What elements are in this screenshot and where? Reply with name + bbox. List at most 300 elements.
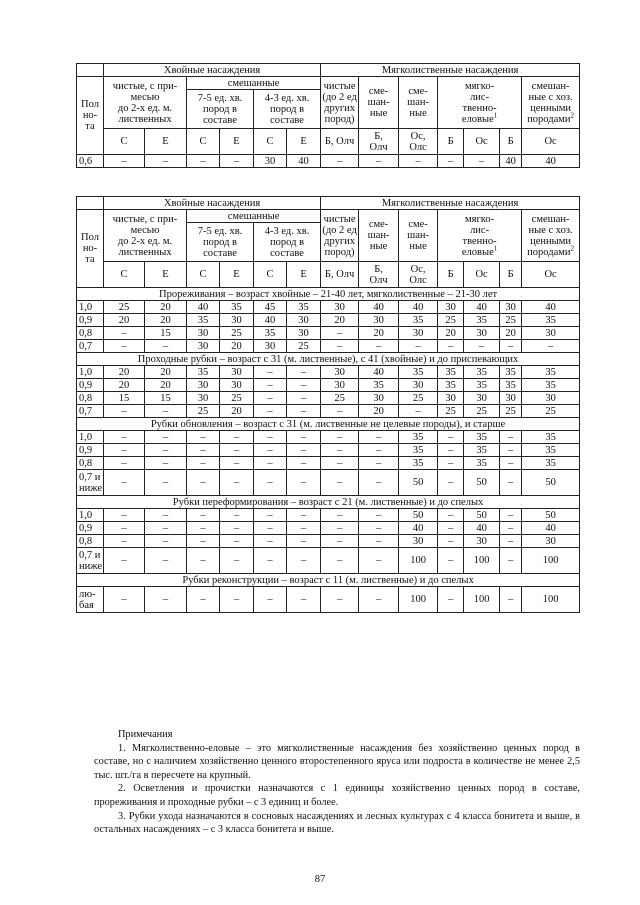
value-cell: – (500, 535, 522, 548)
header-pure-with-mix: чистые, с при- месью до 2-х ед. м. лиственных (104, 77, 187, 129)
header-mixed-b: сме- шан- ные (399, 77, 438, 129)
value-cell: – (321, 340, 359, 353)
table-1 (76, 63, 580, 168)
value-cell: – (438, 522, 464, 535)
density-cell: лю- бая (77, 587, 104, 613)
species-11: Ос (464, 262, 500, 288)
species-6: Е (287, 262, 321, 288)
value-cell: – (287, 366, 321, 379)
value-cell: – (145, 457, 187, 470)
value-cell: – (359, 444, 399, 457)
value-cell: – (287, 587, 321, 613)
section-title-4: Рубки переформирования – возраст с 21 (м. лиственные) и до спелых (77, 496, 580, 509)
value-cell: – (500, 522, 522, 535)
value-cell: 25 (522, 405, 580, 418)
value-cell: – (438, 535, 464, 548)
density-cell: 0,9 (77, 314, 104, 327)
density-cell: 0,8 (77, 535, 104, 548)
header-mix-75: 7-5 ед. хв. пород в составе (187, 223, 254, 262)
header-mixed-a: сме- шан- ные (359, 210, 399, 262)
value-cell: – (287, 522, 321, 535)
density-cell: 0,8 (77, 457, 104, 470)
value-cell: 100 (399, 548, 438, 574)
table-row (77, 327, 580, 340)
value-cell: 100 (464, 587, 500, 613)
value-cell: 30 (254, 155, 287, 168)
value-cell: 30 (287, 327, 321, 340)
density-cell: 0,6 (77, 155, 104, 168)
value-cell: – (220, 155, 254, 168)
value-cell: 30 (522, 535, 580, 548)
species-7: Б, Олч (321, 262, 359, 288)
density-cell: 0,9 (77, 444, 104, 457)
section-title-2: Проходные рубки – возраст с 31 (м. лиственные), с 41 (хвойные) и до приспевающих (77, 353, 580, 366)
species-13: Ос (522, 129, 580, 155)
value-cell: – (287, 535, 321, 548)
value-cell: 20 (321, 314, 359, 327)
section-title-5: Рубки реконструкции – возраст с 11 (м. лиственные) и до спелых (77, 574, 580, 587)
value-cell: 35 (522, 366, 580, 379)
value-cell: – (254, 392, 287, 405)
value-cell: – (254, 405, 287, 418)
value-cell: 30 (220, 379, 254, 392)
value-cell: – (500, 340, 522, 353)
header-pol-nota: Пол но- та (77, 77, 104, 155)
value-cell: 30 (220, 366, 254, 379)
value-cell: – (254, 457, 287, 470)
density-cell: 0,7 (77, 405, 104, 418)
value-cell: 40 (399, 301, 438, 314)
value-cell: 50 (522, 509, 580, 522)
value-cell: 50 (399, 509, 438, 522)
value-cell: 35 (522, 457, 580, 470)
value-cell: 25 (220, 327, 254, 340)
table-row (77, 392, 580, 405)
header-mixed-a: сме- шан- ные (359, 77, 399, 129)
value-cell: – (438, 457, 464, 470)
table-row (77, 470, 580, 496)
header-pol-nota: Пол но- та (77, 210, 104, 288)
note-3: 3. Рубки ухода назначаются в сосновых насаждениях и лесных культурах с 4 класса бонитета и выше, в остальных насаждениях – с 3 класса бонитета и выше. (94, 810, 580, 836)
value-cell: – (321, 470, 359, 496)
value-cell: 30 (254, 340, 287, 353)
value-cell: – (359, 522, 399, 535)
value-cell: 30 (500, 301, 522, 314)
value-cell: 25 (438, 314, 464, 327)
value-cell: 50 (522, 470, 580, 496)
notes-heading: Примечания (118, 729, 173, 740)
value-cell: – (438, 548, 464, 574)
note-1: 1. Мягколиственно-еловые – это мягколиственные насаждения без хозяйственно ценных пород в составе, но с наличием хозяйственно ценного второстепенного яруса или подроста в количестве не менее 2,5 тыс. шт./га в пересчете на крупный. (94, 742, 580, 781)
value-cell: – (399, 405, 438, 418)
value-cell: – (359, 509, 399, 522)
value-cell: – (104, 522, 145, 535)
header-soft: Мягколиственные насаждения (321, 64, 580, 77)
value-cell: 40 (399, 522, 438, 535)
value-cell: – (187, 587, 220, 613)
header-mix-43: 4-3 ед. хв. пород в составе (254, 223, 321, 262)
value-cell: – (359, 155, 399, 168)
value-cell: – (500, 470, 522, 496)
value-cell: 35 (464, 457, 500, 470)
value-cell: – (399, 155, 438, 168)
value-cell: – (500, 548, 522, 574)
value-cell: 20 (500, 327, 522, 340)
value-cell: 100 (399, 587, 438, 613)
density-cell: 1,0 (77, 366, 104, 379)
value-cell: 45 (254, 301, 287, 314)
value-cell: – (321, 431, 359, 444)
density-cell: 0,7 и ниже (77, 470, 104, 496)
value-cell: – (220, 535, 254, 548)
value-cell: 20 (359, 327, 399, 340)
value-cell: 35 (399, 444, 438, 457)
header-mixed-valuable: смешан- ные с хоз. ценными породами$^2$ (522, 77, 580, 129)
value-cell: 35 (522, 431, 580, 444)
value-cell: – (220, 431, 254, 444)
species-9: Ос, Олс (399, 129, 438, 155)
species-11: Ос (464, 129, 500, 155)
density-cell: 0,8 (77, 327, 104, 340)
value-cell: 50 (464, 470, 500, 496)
value-cell: 30 (399, 535, 438, 548)
value-cell: 30 (321, 366, 359, 379)
header-conifer: Хвойные насаждения (104, 197, 321, 210)
value-cell: – (145, 470, 187, 496)
value-cell: 30 (399, 327, 438, 340)
value-cell: – (104, 587, 145, 613)
value-cell: – (104, 155, 145, 168)
value-cell: – (287, 509, 321, 522)
value-cell: 30 (187, 392, 220, 405)
table-row (77, 587, 580, 613)
table-2 (76, 196, 580, 613)
value-cell: – (359, 457, 399, 470)
value-cell: 35 (359, 379, 399, 392)
table-row (77, 431, 580, 444)
value-cell: – (438, 587, 464, 613)
value-cell: – (287, 405, 321, 418)
value-cell: – (287, 470, 321, 496)
value-cell: 20 (145, 301, 187, 314)
value-cell: 20 (145, 314, 187, 327)
species-2: Е (145, 129, 187, 155)
value-cell: – (464, 155, 500, 168)
value-cell: 20 (145, 379, 187, 392)
value-cell: – (145, 431, 187, 444)
value-cell: 30 (464, 392, 500, 405)
table-row (77, 522, 580, 535)
header-mix-75: 7-5 ед. хв. пород в составе (187, 90, 254, 129)
species-12: Б (500, 262, 522, 288)
table-row (77, 366, 580, 379)
value-cell: – (359, 587, 399, 613)
value-cell: – (500, 587, 522, 613)
value-cell: – (438, 431, 464, 444)
value-cell: 35 (464, 379, 500, 392)
value-cell: 40 (187, 301, 220, 314)
table-row (77, 405, 580, 418)
value-cell: – (500, 509, 522, 522)
value-cell: 30 (187, 340, 220, 353)
density-cell: 1,0 (77, 301, 104, 314)
value-cell: 30 (464, 327, 500, 340)
value-cell: 40 (287, 155, 321, 168)
species-1: С (104, 262, 145, 288)
value-cell: – (145, 522, 187, 535)
species-13: Ос (522, 262, 580, 288)
value-cell: – (287, 548, 321, 574)
table-row (77, 509, 580, 522)
value-cell: – (187, 470, 220, 496)
value-cell: 100 (522, 548, 580, 574)
value-cell: – (287, 379, 321, 392)
value-cell: – (287, 457, 321, 470)
value-cell: – (321, 535, 359, 548)
header-soft: Мягколиственные насаждения (321, 197, 580, 210)
species-3: С (187, 129, 220, 155)
value-cell: 15 (145, 327, 187, 340)
value-cell: 40 (522, 155, 580, 168)
value-cell: – (254, 366, 287, 379)
value-cell: – (438, 155, 464, 168)
section-title-1: Прореживания – возраст хвойные – 21-40 лет, мягколиственные – 21-30 лет (77, 288, 580, 301)
value-cell: 20 (104, 379, 145, 392)
value-cell: 35 (522, 379, 580, 392)
value-cell: – (464, 340, 500, 353)
value-cell: – (321, 522, 359, 535)
value-cell: – (359, 548, 399, 574)
species-8: Б, Олч (359, 262, 399, 288)
value-cell: 30 (220, 314, 254, 327)
value-cell: – (104, 457, 145, 470)
value-cell: – (321, 405, 359, 418)
value-cell: – (254, 444, 287, 457)
value-cell: – (399, 340, 438, 353)
value-cell: – (220, 522, 254, 535)
value-cell: 40 (522, 301, 580, 314)
value-cell: – (438, 509, 464, 522)
value-cell: – (220, 444, 254, 457)
value-cell: 30 (187, 327, 220, 340)
value-cell: – (104, 535, 145, 548)
value-cell: – (321, 587, 359, 613)
value-cell: – (254, 522, 287, 535)
species-12: Б (500, 129, 522, 155)
value-cell: 35 (438, 366, 464, 379)
value-cell: 25 (500, 314, 522, 327)
value-cell: – (145, 340, 187, 353)
value-cell: 20 (104, 366, 145, 379)
value-cell: 20 (438, 327, 464, 340)
value-cell: – (359, 340, 399, 353)
header-mixed: смешанные (187, 210, 321, 223)
value-cell: – (220, 548, 254, 574)
value-cell: – (321, 444, 359, 457)
value-cell: 35 (464, 314, 500, 327)
value-cell: 25 (500, 405, 522, 418)
value-cell: 30 (359, 314, 399, 327)
value-cell: 35 (287, 301, 321, 314)
value-cell: – (145, 587, 187, 613)
value-cell: – (104, 548, 145, 574)
value-cell: 15 (104, 392, 145, 405)
value-cell: – (522, 340, 580, 353)
header-conifer: Хвойные насаждения (104, 64, 321, 77)
value-cell: – (187, 522, 220, 535)
value-cell: – (104, 327, 145, 340)
value-cell: – (187, 155, 220, 168)
section-title-3: Рубки обновления – возраст с 31 (м. лиственные не целевые породы), и старше (77, 418, 580, 431)
value-cell: 35 (187, 314, 220, 327)
species-3: С (187, 262, 220, 288)
species-5: С (254, 129, 287, 155)
value-cell: 25 (464, 405, 500, 418)
value-cell: – (104, 405, 145, 418)
value-cell: – (187, 509, 220, 522)
value-cell: 30 (287, 314, 321, 327)
species-4: Е (220, 262, 254, 288)
species-10: Б (438, 262, 464, 288)
value-cell: 30 (438, 392, 464, 405)
value-cell: – (254, 379, 287, 392)
value-cell: – (145, 548, 187, 574)
value-cell: – (321, 327, 359, 340)
value-cell: – (187, 457, 220, 470)
header-corner (77, 197, 104, 210)
value-cell: 30 (187, 379, 220, 392)
value-cell: 35 (399, 314, 438, 327)
value-cell: – (321, 548, 359, 574)
value-cell: – (321, 457, 359, 470)
table-row (77, 457, 580, 470)
value-cell: 30 (399, 379, 438, 392)
value-cell: 35 (464, 444, 500, 457)
value-cell: – (187, 444, 220, 457)
header-pure-soft: чистые (до 2 ед других пород) (321, 210, 359, 262)
value-cell: 35 (522, 314, 580, 327)
value-cell: – (187, 431, 220, 444)
value-cell: 25 (321, 392, 359, 405)
value-cell: – (287, 392, 321, 405)
header-soft-spruce: мягко- лис- твенно- еловые$^1$ (438, 77, 522, 129)
value-cell: – (359, 535, 399, 548)
header-mixed-b: сме- шан- ные (399, 210, 438, 262)
density-cell: 1,0 (77, 509, 104, 522)
value-cell: – (254, 535, 287, 548)
header-pure-with-mix: чистые, с при- месью до 2-х ед. м. лиственных (104, 210, 187, 262)
value-cell: 25 (287, 340, 321, 353)
table-row (77, 379, 580, 392)
header-mix-43: 4-3 ед. хв. пород в составе (254, 90, 321, 129)
value-cell: 30 (500, 392, 522, 405)
value-cell: 35 (254, 327, 287, 340)
value-cell: 40 (254, 314, 287, 327)
table-row (77, 535, 580, 548)
value-cell: – (500, 457, 522, 470)
value-cell: 35 (464, 431, 500, 444)
species-7: Б, Олч (321, 129, 359, 155)
value-cell: – (104, 431, 145, 444)
species-2: Е (145, 262, 187, 288)
species-5: С (254, 262, 287, 288)
value-cell: 30 (359, 392, 399, 405)
value-cell: – (321, 155, 359, 168)
note-2: 2. Осветления и прочистки назначаются с 1 единицы хозяйственно ценных пород в составе, прореживания и проходные рубки – с 3 единиц и более. (94, 783, 580, 808)
value-cell: 40 (359, 366, 399, 379)
table-row (77, 314, 580, 327)
table-row (77, 301, 580, 314)
value-cell: 50 (399, 470, 438, 496)
value-cell: 35 (438, 379, 464, 392)
value-cell: 20 (220, 405, 254, 418)
value-cell: 40 (359, 301, 399, 314)
value-cell: 35 (399, 366, 438, 379)
value-cell: 30 (438, 301, 464, 314)
species-6: Е (287, 129, 321, 155)
value-cell: – (220, 457, 254, 470)
density-cell: 0,8 (77, 392, 104, 405)
density-cell: 0,9 (77, 522, 104, 535)
value-cell: 20 (220, 340, 254, 353)
header-pure-soft: чистые (до 2 ед других пород) (321, 77, 359, 129)
value-cell: – (359, 431, 399, 444)
value-cell: 35 (399, 431, 438, 444)
value-cell: – (104, 509, 145, 522)
value-cell: 40 (464, 522, 500, 535)
table-row (77, 340, 580, 353)
value-cell: 40 (464, 301, 500, 314)
notes (94, 728, 580, 837)
species-8: Б, Олч (359, 129, 399, 155)
value-cell: 35 (500, 379, 522, 392)
value-cell: 30 (464, 535, 500, 548)
value-cell: – (359, 470, 399, 496)
value-cell: 50 (464, 509, 500, 522)
value-cell: 20 (104, 314, 145, 327)
value-cell: – (254, 587, 287, 613)
value-cell: 25 (187, 405, 220, 418)
value-cell: – (145, 535, 187, 548)
value-cell: – (187, 548, 220, 574)
header-mixed-valuable: смешан- ные с хоз. ценными породами$^2$ (522, 210, 580, 262)
value-cell: 20 (145, 366, 187, 379)
value-cell: – (438, 444, 464, 457)
value-cell: 35 (500, 366, 522, 379)
value-cell: – (220, 470, 254, 496)
density-cell: 0,9 (77, 379, 104, 392)
value-cell: – (500, 431, 522, 444)
value-cell: – (254, 509, 287, 522)
value-cell: – (145, 155, 187, 168)
value-cell: 25 (104, 301, 145, 314)
page-number: 87 (314, 874, 326, 885)
value-cell: 35 (399, 457, 438, 470)
density-cell: 1,0 (77, 431, 104, 444)
header-soft-spruce: мягко- лис- твенно- еловые$^1$ (438, 210, 522, 262)
value-cell: 35 (464, 366, 500, 379)
value-cell: 35 (220, 301, 254, 314)
table-row (77, 444, 580, 457)
species-1: С (104, 129, 145, 155)
value-cell: – (145, 509, 187, 522)
value-cell: – (287, 431, 321, 444)
header-mixed: смешанные (187, 77, 321, 90)
value-cell: 15 (145, 392, 187, 405)
species-10: Б (438, 129, 464, 155)
table-row (77, 155, 580, 168)
header-corner (77, 64, 104, 77)
